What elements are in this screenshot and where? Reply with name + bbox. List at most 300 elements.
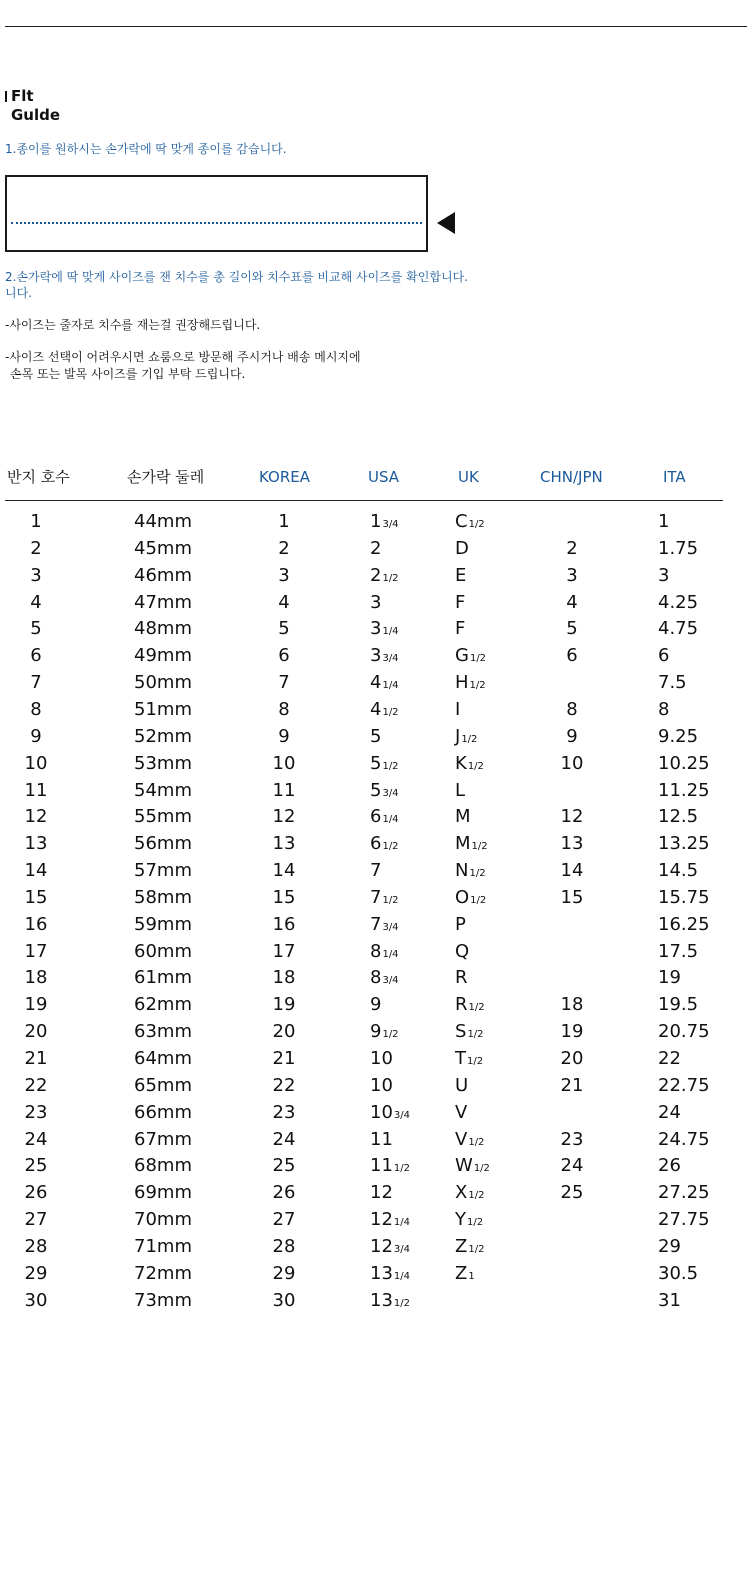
uk-cell-value: P	[455, 913, 466, 935]
ita-cell	[658, 1048, 681, 1070]
ita-cell-value: 4.25	[658, 591, 699, 613]
uk-cell	[455, 967, 468, 989]
uk-cell-fraction: 1/2	[470, 894, 487, 906]
ring-size-cell	[25, 914, 48, 936]
ita-cell-value: 3	[658, 564, 670, 586]
chn-jpn-cell	[561, 753, 584, 775]
circumference-cell	[134, 1021, 192, 1043]
uk-cell-value: L	[455, 779, 466, 801]
circumference-cell-value: 72mm	[134, 1262, 192, 1284]
chn-jpn-cell	[561, 1048, 584, 1070]
usa-cell-value: 5	[370, 752, 382, 774]
korea-cell	[273, 914, 296, 936]
uk-cell-value: D	[455, 537, 469, 559]
ita-cell	[658, 645, 669, 667]
ita-cell-value: 9.25	[658, 725, 699, 747]
usa-cell-value: 2	[370, 537, 382, 559]
uk-cell	[455, 699, 460, 721]
korea-cell-value: 25	[272, 1155, 296, 1177]
usa-cell-value: 7	[370, 860, 382, 882]
ita-cell-value: 27.25	[658, 1182, 710, 1204]
korea-cell	[273, 1182, 296, 1204]
usa-cell-value: 4	[370, 672, 382, 694]
ita-cell-value: 11.25	[658, 779, 710, 801]
uk-cell	[455, 753, 484, 778]
ring-size-cell-value: 27	[24, 1209, 48, 1231]
circumference-cell-value: 56mm	[134, 833, 192, 855]
ita-cell-value: 26	[658, 1155, 681, 1177]
uk-cell-value: E	[455, 564, 467, 586]
usa-cell-fraction: 1/2	[382, 894, 399, 906]
circumference-cell-value: 66mm	[134, 1101, 192, 1123]
usa-cell-value: 2	[370, 564, 382, 586]
chn-jpn-cell	[561, 1075, 584, 1097]
usa-cell	[370, 565, 399, 590]
top-divider	[5, 26, 747, 27]
usa-cell-fraction: 3/4	[382, 975, 399, 987]
korea-cell	[278, 645, 289, 667]
header-usa: USA	[368, 468, 400, 486]
korea-cell	[273, 1236, 296, 1258]
korea-cell	[273, 1102, 296, 1124]
ita-cell	[658, 753, 710, 775]
korea-cell	[278, 726, 289, 748]
circumference-cell-value: 70mm	[134, 1209, 192, 1231]
ita-cell-value: 15.75	[658, 886, 710, 908]
ita-cell	[658, 699, 669, 721]
korea-cell-value: 4	[278, 591, 290, 613]
step2-instruction-continued: 니다.	[5, 286, 32, 300]
ita-cell	[658, 941, 698, 963]
usa-cell-value: 11	[370, 1128, 393, 1150]
circumference-cell-value: 58mm	[134, 886, 192, 908]
ring-size-cell	[25, 941, 48, 963]
ita-cell-value: 20.75	[658, 1021, 710, 1043]
usa-cell-value: 13	[370, 1289, 393, 1311]
uk-cell	[455, 538, 469, 560]
ring-size-cell-value: 23	[24, 1101, 48, 1123]
uk-cell	[455, 592, 465, 614]
circumference-cell-value: 59mm	[134, 913, 192, 935]
uk-cell	[455, 1129, 484, 1154]
circumference-cell	[134, 1290, 192, 1312]
uk-cell	[455, 860, 486, 885]
usa-cell	[370, 1129, 393, 1151]
ring-size-cell-value: 29	[24, 1262, 48, 1284]
uk-cell	[455, 672, 486, 697]
circumference-cell-value: 53mm	[134, 752, 192, 774]
ita-cell	[658, 994, 698, 1016]
uk-cell	[455, 1182, 484, 1207]
ita-cell-value: 22	[658, 1048, 681, 1069]
usa-cell-value: 3	[370, 645, 382, 667]
ring-size-cell	[25, 1290, 48, 1312]
uk-cell-value: G	[455, 645, 469, 667]
korea-cell-value: 28	[272, 1235, 296, 1257]
circumference-cell	[134, 1209, 192, 1231]
uk-cell	[455, 1236, 484, 1261]
korea-cell	[278, 511, 289, 533]
korea-cell	[273, 860, 296, 882]
circumference-cell	[134, 592, 192, 614]
step2-instruction: 2.손가락에 딱 맞게 사이즈를 잰 치수를 총 길이와 치수표를 비교해 사이즈를 확인합니다.	[5, 270, 468, 284]
uk-cell-value: S	[455, 1021, 467, 1043]
usa-cell-fraction: 1/2	[382, 706, 399, 718]
ring-size-cell	[25, 833, 48, 855]
uk-cell-fraction: 1/2	[469, 653, 487, 665]
ita-cell-value: 1.75	[658, 537, 699, 559]
usa-cell-value: 7	[370, 886, 382, 908]
circumference-cell	[134, 1155, 192, 1177]
uk-cell-value: V	[455, 1101, 468, 1123]
ring-size-cell	[30, 565, 41, 587]
usa-cell-fraction: 3/4	[393, 1109, 410, 1121]
chn-jpn-cell-value: 6	[566, 645, 578, 667]
circumference-cell	[134, 887, 192, 909]
korea-cell	[273, 941, 296, 963]
korea-cell	[273, 753, 296, 775]
korea-cell	[273, 1155, 296, 1177]
usa-cell-fraction: 1/2	[382, 572, 399, 584]
circumference-cell-value: 55mm	[134, 806, 192, 828]
ita-cell	[658, 672, 687, 694]
ring-size-cell-value: 2	[30, 537, 42, 559]
korea-cell	[278, 592, 289, 614]
uk-cell-fraction: 1/2	[468, 1190, 485, 1202]
ring-size-cell	[25, 1021, 48, 1043]
circumference-cell	[134, 833, 192, 855]
ita-cell-value: 4.75	[658, 618, 699, 640]
circumference-cell-value: 67mm	[134, 1128, 192, 1150]
circumference-cell	[134, 538, 192, 560]
uk-cell-value: Y	[455, 1209, 466, 1231]
ita-cell	[658, 1155, 681, 1177]
usa-cell-value: 5	[370, 725, 382, 747]
circumference-cell-value: 45mm	[134, 537, 192, 559]
usa-cell-fraction: 1/2	[382, 760, 399, 772]
ita-cell-value: 30.5	[658, 1262, 699, 1284]
uk-cell-value: I	[455, 698, 461, 720]
ring-size-cell-value: 18	[24, 967, 48, 989]
ita-cell-value: 12.5	[658, 806, 699, 828]
korea-cell	[273, 1129, 296, 1151]
ita-cell-value: 1	[658, 511, 670, 532]
ring-size-cell-value: 26	[24, 1182, 48, 1204]
uk-cell-fraction: 1/2	[467, 1056, 484, 1067]
ita-cell-value: 13.25	[658, 833, 710, 855]
uk-cell	[455, 726, 477, 751]
ita-cell-value: 8	[658, 698, 670, 720]
chn-jpn-cell	[561, 833, 584, 855]
ita-cell-value: 31	[658, 1289, 681, 1311]
ita-cell-value: 16.25	[658, 913, 710, 935]
uk-cell	[455, 1155, 490, 1180]
korea-cell	[273, 994, 296, 1016]
circumference-cell-value: 71mm	[134, 1235, 192, 1257]
ring-size-cell-value: 11	[24, 779, 48, 801]
chn-jpn-cell-value: 25	[560, 1182, 584, 1204]
circumference-cell-value: 63mm	[134, 1021, 192, 1043]
korea-cell-value: 13	[272, 833, 296, 855]
korea-cell-value: 20	[272, 1021, 296, 1043]
ita-cell-value: 24.75	[658, 1128, 710, 1150]
ring-size-cell-value: 8	[30, 698, 42, 720]
uk-cell-value: M	[455, 833, 471, 855]
korea-cell-value: 23	[272, 1101, 296, 1123]
korea-cell-value: 5	[278, 618, 290, 640]
uk-cell	[455, 645, 486, 670]
uk-cell-value: Z	[455, 1262, 468, 1284]
usa-cell	[370, 753, 399, 778]
uk-cell	[455, 994, 485, 1019]
uk-cell-value: R	[455, 994, 468, 1016]
left-arrow-icon	[437, 212, 455, 234]
usa-cell-value: 10	[370, 1048, 393, 1069]
page-title-line1: Flt	[11, 87, 34, 105]
circumference-cell	[134, 565, 192, 587]
uk-cell	[455, 511, 485, 536]
usa-cell-value: 1	[370, 511, 382, 532]
circumference-cell	[134, 860, 192, 882]
chn-jpn-cell-value: 21	[560, 1074, 584, 1096]
ita-cell	[658, 1290, 681, 1312]
uk-cell-value: M	[455, 806, 471, 828]
chn-jpn-cell-value: 4	[566, 591, 578, 613]
ita-cell	[658, 618, 698, 640]
usa-cell-value: 9	[370, 1021, 382, 1043]
usa-cell-fraction: 1/4	[393, 1217, 410, 1229]
uk-cell	[455, 1075, 468, 1097]
ita-cell	[658, 1102, 681, 1124]
usa-cell-value: 8	[370, 967, 382, 989]
usa-cell	[370, 1236, 410, 1261]
usa-cell-value: 6	[370, 833, 382, 855]
ring-size-cell-value: 9	[30, 725, 42, 747]
chn-jpn-cell	[561, 994, 584, 1016]
usa-cell-fraction: 1/2	[382, 1029, 399, 1041]
ita-cell	[658, 806, 698, 828]
ring-size-cell-value: 21	[24, 1048, 48, 1069]
uk-cell-value: V	[455, 1128, 468, 1150]
korea-cell-value: 18	[272, 967, 296, 989]
circumference-cell	[134, 618, 192, 640]
ring-size-cell-value: 24	[24, 1128, 48, 1150]
ring-size-cell-value: 10	[24, 752, 48, 774]
circumference-cell-value: 60mm	[134, 940, 192, 962]
usa-cell-fraction: 1/2	[393, 1297, 410, 1309]
ring-size-cell	[30, 672, 41, 694]
uk-cell-value: Q	[455, 940, 470, 962]
uk-cell-fraction: 1/2	[468, 1243, 485, 1255]
ita-cell	[658, 726, 698, 748]
chn-jpn-cell-value: 20	[560, 1048, 584, 1069]
uk-cell-value: R	[455, 967, 468, 989]
ring-size-cell	[25, 1263, 48, 1285]
usa-cell	[370, 1182, 393, 1204]
usa-cell-value: 8	[370, 940, 382, 962]
chn-jpn-cell-value: 3	[566, 564, 578, 586]
usa-cell	[370, 511, 399, 536]
korea-cell-value: 6	[278, 645, 290, 667]
ring-size-cell-value: 14	[24, 860, 48, 882]
ring-size-cell-value: 25	[24, 1155, 48, 1177]
ita-cell	[658, 1182, 710, 1204]
usa-cell	[370, 967, 399, 992]
ita-cell	[658, 1075, 710, 1097]
ita-cell-value: 22.75	[658, 1074, 710, 1096]
uk-cell-value: H	[455, 672, 469, 694]
chn-jpn-cell-value: 13	[560, 833, 584, 855]
circumference-cell	[134, 941, 192, 963]
usa-cell-value: 3	[370, 618, 382, 640]
ita-cell-value: 17.5	[658, 940, 699, 962]
usa-cell-fraction: 1/2	[393, 1163, 410, 1175]
circumference-cell	[134, 1129, 192, 1151]
dotted-measure-line	[11, 222, 422, 224]
uk-cell	[455, 914, 466, 936]
korea-cell	[278, 538, 289, 560]
uk-cell-fraction: 1/2	[467, 760, 484, 772]
korea-cell	[273, 806, 296, 828]
usa-cell-fraction: 3/4	[382, 653, 399, 665]
ring-size-cell	[30, 511, 41, 533]
korea-cell-value: 21	[272, 1048, 296, 1069]
ita-cell-value: 6	[658, 645, 670, 667]
korea-cell	[278, 565, 289, 587]
ring-size-cell	[25, 1129, 48, 1151]
ita-cell	[658, 967, 681, 989]
note-visit-showroom: -사이즈 선택이 어려우시면 쇼룸으로 방문해 주시거나 배송 메시지에	[5, 350, 361, 364]
circumference-cell-value: 51mm	[134, 698, 192, 720]
chn-jpn-cell-value: 15	[560, 886, 584, 908]
ring-size-cell-value: 28	[24, 1235, 48, 1257]
circumference-cell-value: 73mm	[134, 1289, 192, 1311]
korea-cell-value: 15	[272, 886, 296, 908]
usa-cell	[370, 914, 399, 939]
usa-cell-value: 3	[370, 591, 382, 613]
circumference-cell-value: 50mm	[134, 672, 192, 694]
korea-cell-value: 24	[272, 1128, 296, 1150]
circumference-cell-value: 44mm	[134, 511, 192, 532]
circumference-cell	[134, 1236, 192, 1258]
uk-cell-fraction: 1/2	[469, 680, 486, 692]
chn-jpn-cell	[561, 1182, 584, 1204]
ring-size-cell	[25, 1155, 48, 1177]
usa-cell-fraction: 3/4	[382, 519, 399, 530]
uk-cell-fraction: 1/2	[461, 733, 478, 745]
ring-size-cell	[30, 645, 41, 667]
circumference-cell-value: 64mm	[134, 1048, 192, 1069]
ring-size-cell	[25, 806, 48, 828]
chn-jpn-cell-value: 14	[560, 860, 584, 882]
usa-cell	[370, 672, 399, 697]
circumference-cell	[134, 914, 192, 936]
ring-size-cell	[25, 1075, 48, 1097]
korea-cell	[273, 780, 296, 802]
korea-cell	[273, 1048, 296, 1070]
uk-cell	[455, 833, 488, 858]
uk-cell-fraction: 1/2	[468, 1136, 485, 1148]
header-chn-jpn: CHN/JPN	[540, 468, 603, 486]
usa-cell-value: 13	[370, 1262, 393, 1284]
usa-cell	[370, 699, 399, 724]
title-marker	[5, 91, 7, 102]
chn-jpn-cell	[561, 806, 584, 828]
usa-cell	[370, 1263, 410, 1288]
paper-strip-illustration	[5, 175, 428, 252]
usa-cell	[370, 1048, 393, 1070]
circumference-cell-value: 62mm	[134, 994, 192, 1016]
usa-cell-fraction: 3/4	[393, 1243, 410, 1255]
korea-cell-value: 8	[278, 698, 290, 720]
circumference-cell-value: 68mm	[134, 1155, 192, 1177]
ita-cell	[658, 1209, 710, 1231]
uk-cell-value: U	[455, 1074, 469, 1096]
circumference-cell-value: 54mm	[134, 779, 192, 801]
usa-cell	[370, 538, 381, 560]
uk-cell-value: J	[455, 725, 461, 747]
header-circumference: 손가락 둘레	[127, 468, 205, 486]
chn-jpn-cell-value: 9	[566, 725, 578, 747]
usa-cell	[370, 833, 399, 858]
chn-jpn-cell	[561, 887, 584, 909]
korea-cell-value: 16	[272, 913, 296, 935]
uk-cell-fraction: 1/2	[471, 841, 488, 853]
ita-cell	[658, 1236, 681, 1258]
ring-size-cell	[25, 1182, 48, 1204]
circumference-cell	[134, 1263, 192, 1285]
ring-size-cell	[25, 753, 48, 775]
ita-cell	[658, 914, 710, 936]
ring-size-cell	[25, 1236, 48, 1258]
ita-cell	[658, 1263, 698, 1285]
circumference-cell	[134, 672, 192, 694]
ita-cell	[658, 1021, 710, 1043]
korea-cell-value: 26	[272, 1182, 296, 1204]
ring-size-cell-value: 5	[30, 618, 42, 640]
usa-cell	[370, 1290, 410, 1315]
korea-cell	[273, 1209, 296, 1231]
ita-cell	[658, 780, 710, 802]
ring-size-cell	[25, 1209, 48, 1231]
ring-size-cell	[25, 994, 48, 1016]
ring-size-cell	[30, 699, 41, 721]
usa-cell	[370, 994, 381, 1016]
usa-cell	[370, 1075, 393, 1097]
korea-cell-value: 27	[272, 1209, 296, 1231]
uk-cell-fraction: 1/2	[469, 868, 486, 880]
ring-size-cell-value: 4	[30, 591, 42, 613]
ita-cell	[658, 592, 698, 614]
ring-size-cell-value: 6	[30, 645, 42, 667]
chn-jpn-cell	[566, 726, 577, 748]
korea-cell-value: 9	[278, 725, 290, 747]
circumference-cell	[134, 726, 192, 748]
circumference-cell	[134, 780, 192, 802]
uk-cell-fraction: 1/2	[468, 1002, 485, 1014]
circumference-cell	[134, 753, 192, 775]
uk-cell-value: K	[455, 752, 467, 774]
ita-cell-value: 24	[658, 1101, 681, 1123]
uk-cell	[455, 1102, 467, 1124]
usa-cell-value: 4	[370, 698, 382, 720]
uk-cell	[455, 806, 471, 828]
korea-cell	[278, 618, 289, 640]
uk-cell	[455, 1048, 483, 1073]
usa-cell-value: 5	[370, 779, 382, 801]
ring-size-cell-value: 7	[30, 672, 42, 694]
usa-cell-fraction: 1/2	[382, 841, 399, 853]
